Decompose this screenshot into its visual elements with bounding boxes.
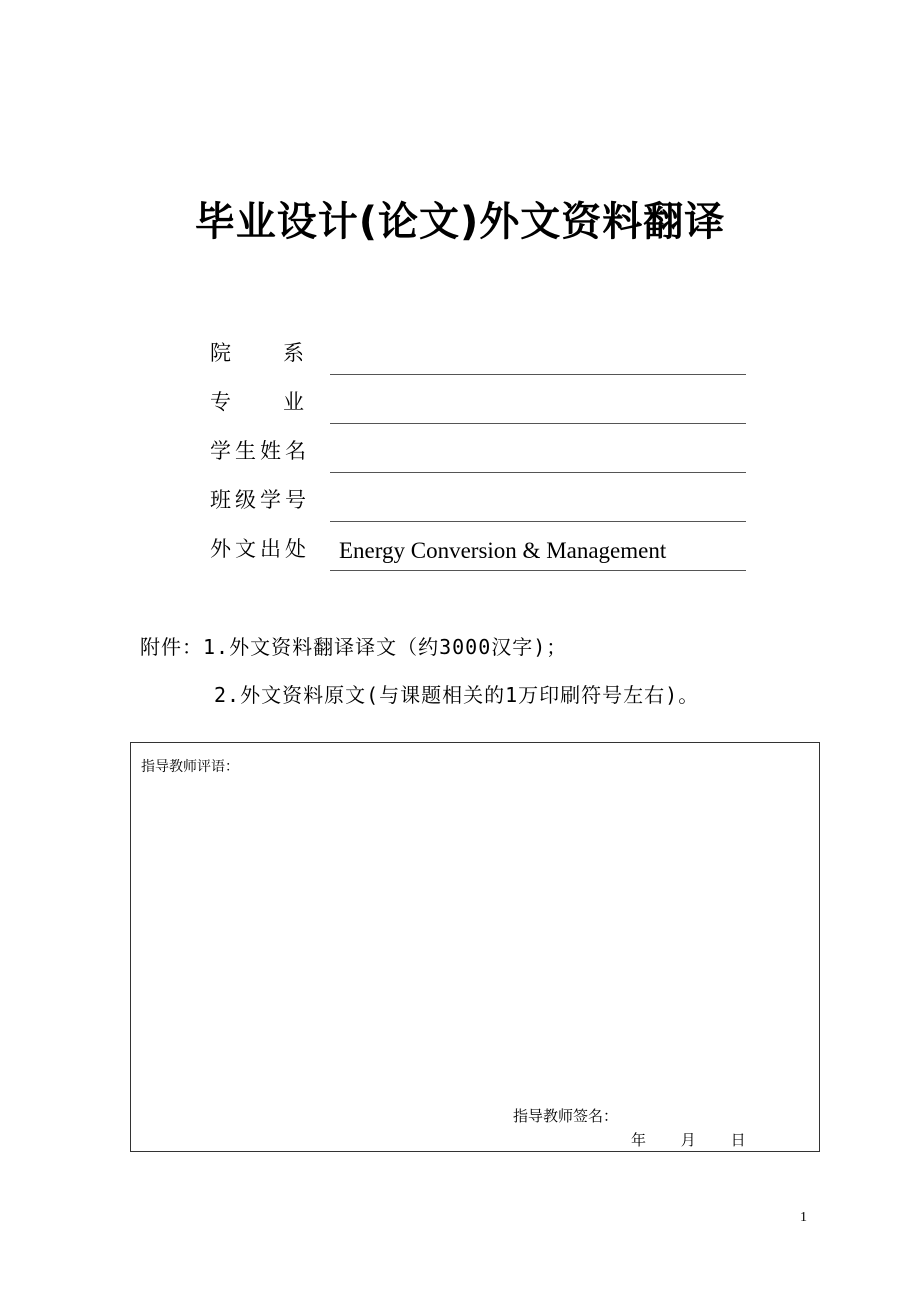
advisor-comment-label: 指导教师评语： xyxy=(141,759,239,775)
label-char: 号 xyxy=(285,488,308,512)
label-char: 院 xyxy=(210,341,233,365)
field-label-student-name xyxy=(210,430,308,472)
date-month-label: 月 xyxy=(680,1131,696,1149)
label-char: 名 xyxy=(285,439,308,463)
field-row-source xyxy=(210,528,750,576)
field-line-source[interactable] xyxy=(330,528,746,571)
label-char: 外 xyxy=(210,537,233,561)
label-char: 学 xyxy=(210,439,233,463)
label-char: 学 xyxy=(260,488,283,512)
date-day-label: 日 xyxy=(730,1131,746,1149)
field-label-class-id xyxy=(210,479,308,521)
advisor-signature-label: 指导教师签名： xyxy=(513,1107,619,1125)
label-char: 姓 xyxy=(260,439,283,463)
label-char: 出 xyxy=(260,537,283,561)
field-label-major xyxy=(210,381,306,423)
attachment-line-1: 附件：1.外文资料翻译译文（约3000汉字)； xyxy=(140,635,568,659)
field-label-source xyxy=(210,528,308,570)
attachment-line-2: 2.外文资料原文(与课题相关的1万印刷符号左右)。 xyxy=(214,683,700,707)
field-row-major xyxy=(210,381,750,429)
field-label-department xyxy=(210,332,306,374)
label-char: 处 xyxy=(285,537,308,561)
field-line-department[interactable] xyxy=(330,332,746,375)
field-line-major[interactable] xyxy=(330,381,746,424)
label-char: 级 xyxy=(235,488,258,512)
field-line-class-id[interactable] xyxy=(330,479,746,522)
label-char: 专 xyxy=(210,390,233,414)
date-year-label: 年 xyxy=(631,1131,647,1149)
document-title: 毕业设计(论文)外文资料翻译 xyxy=(194,199,726,245)
label-char: 系 xyxy=(283,341,306,365)
label-char: 文 xyxy=(235,537,258,561)
field-row-department xyxy=(210,332,750,380)
label-char: 班 xyxy=(210,488,233,512)
field-row-class-id xyxy=(210,479,750,527)
signature-date xyxy=(631,1129,776,1151)
label-char: 生 xyxy=(235,439,258,463)
label-char: 业 xyxy=(283,390,306,414)
page-number: 1 xyxy=(800,1210,807,1225)
advisor-comment-box[interactable] xyxy=(130,742,820,1152)
field-value-source: Energy Conversion & Management xyxy=(339,538,667,563)
field-line-student-name[interactable] xyxy=(330,430,746,473)
field-row-student-name xyxy=(210,430,750,478)
